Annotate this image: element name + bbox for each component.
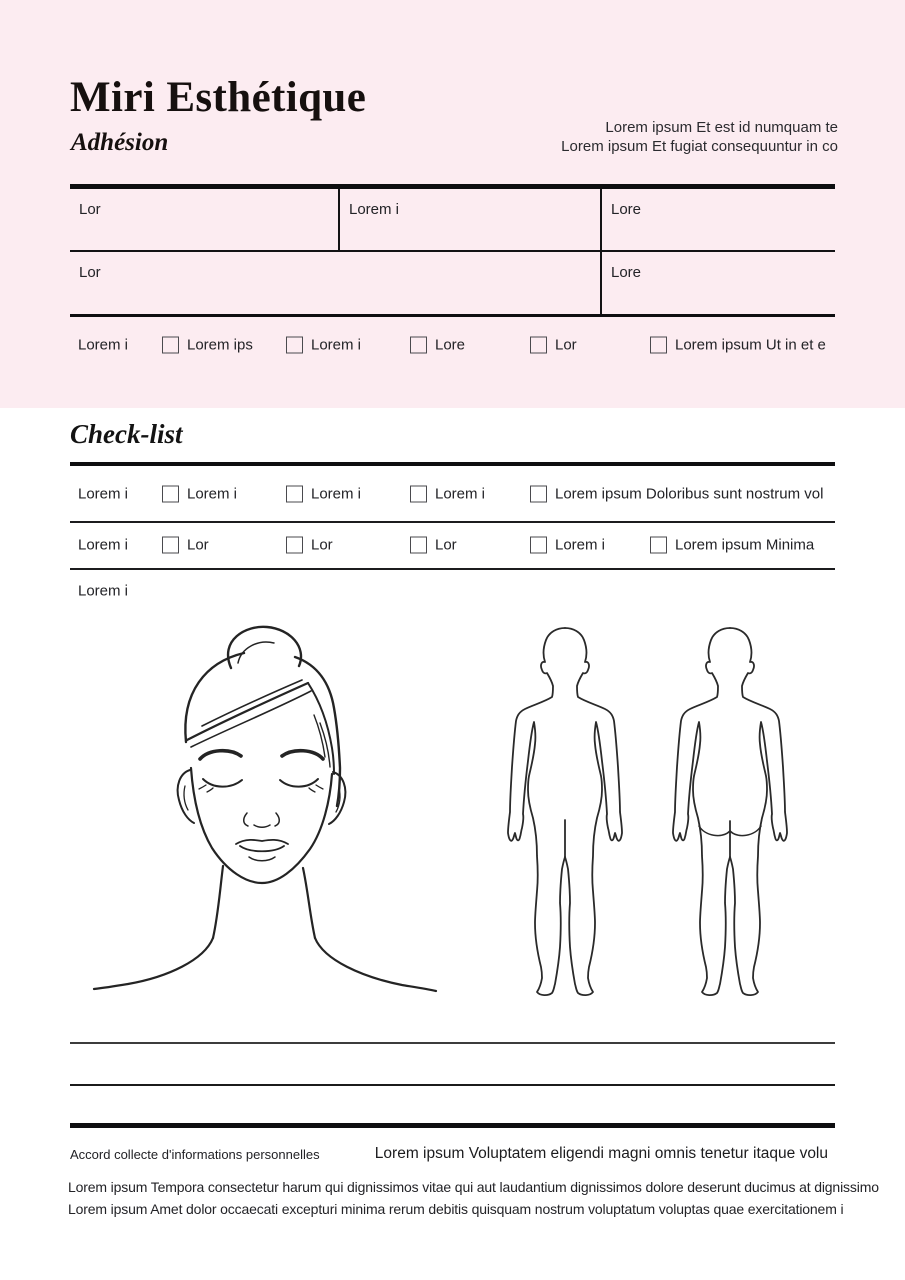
signature-line-2[interactable] <box>70 1084 835 1086</box>
checklist-row2-option-2[interactable] <box>286 536 333 553</box>
info-field-4[interactable] <box>70 252 600 314</box>
header-note-line1: Lorem ipsum Et est id numquam te <box>605 119 838 136</box>
checklist-row1-option-1[interactable] <box>162 485 237 502</box>
checkbox[interactable] <box>286 337 303 354</box>
checkbox-label: Lor <box>187 536 209 553</box>
checklist-row2-option-5[interactable] <box>650 536 814 553</box>
info-table-row-1 <box>70 189 835 252</box>
info-field-2-label: Lorem i <box>349 201 400 218</box>
checklist-heading: Check-list <box>70 419 183 449</box>
info-field-3[interactable] <box>600 189 835 250</box>
checkbox-label: Lorem i <box>311 485 362 502</box>
consent-statement: Lorem ipsum Voluptatem eligendi magni omnis tenetur itaque volu <box>374 1145 828 1162</box>
checklist-row2-option-1[interactable] <box>162 536 209 553</box>
checkbox-label: Lor <box>311 536 333 553</box>
info-field-2[interactable] <box>338 189 600 250</box>
checkbox-label: Lorem i <box>311 336 362 354</box>
info-field-5[interactable] <box>600 252 835 314</box>
consent-checkbox-row <box>70 330 835 360</box>
checklist-row-1 <box>70 466 835 523</box>
legal-text <box>68 1176 879 1220</box>
checkbox[interactable] <box>162 536 179 553</box>
consent-option-1[interactable] <box>162 337 253 354</box>
checkbox-label: Lor <box>555 336 577 354</box>
checkbox[interactable] <box>286 536 303 553</box>
consent-option-5[interactable] <box>650 337 826 354</box>
checklist-row1-option-3[interactable] <box>410 485 485 502</box>
checkbox[interactable] <box>410 536 427 553</box>
info-table <box>70 184 835 317</box>
header-note <box>561 118 838 156</box>
signature-line-1[interactable] <box>70 1042 835 1044</box>
consent-option-2[interactable] <box>286 337 361 354</box>
checkbox-label: Lorem ipsum Ut in et e <box>675 336 826 354</box>
checkbox[interactable] <box>410 337 427 354</box>
page-title: Miri Esthétique <box>70 74 367 121</box>
checklist-row-1-label: Lorem i <box>78 485 129 502</box>
checkbox[interactable] <box>410 485 427 502</box>
page-subtitle: Adhésion <box>71 129 169 156</box>
checkbox[interactable] <box>530 536 547 553</box>
consent-row-label: Lorem i <box>78 336 129 354</box>
checkbox-label: Lor <box>435 536 457 553</box>
header-note-line2: Lorem ipsum Et fugiat consequuntur in co <box>561 138 838 155</box>
checklist-row-3-label: Lorem i <box>78 582 129 600</box>
checklist-row2-option-3[interactable] <box>410 536 457 553</box>
info-table-row-2 <box>70 252 835 314</box>
info-field-3-label: Lore <box>611 201 642 218</box>
consent-option-3[interactable] <box>410 337 465 354</box>
legal-line-2: Lorem ipsum Amet dolor occaecati excepturi minima rerum debitis quisquam nostrum voluptatum voluptas quae exercitationem i <box>68 1201 844 1217</box>
info-field-1-label: Lor <box>79 201 101 218</box>
checkbox-label: Lorem i <box>555 536 606 553</box>
body-back-illustration <box>655 615 835 1015</box>
checklist-row-3 <box>70 568 835 614</box>
legal-line-1: Lorem ipsum Tempora consectetur harum qui dignissimos vitae qui aut laudantium dignissimos dolore deserunt ducimus at dignissimo <box>68 1179 879 1195</box>
footer-top-rule <box>70 1123 835 1128</box>
info-field-1[interactable] <box>70 189 338 250</box>
checkbox-label: Lore <box>435 336 466 354</box>
checkbox[interactable] <box>286 485 303 502</box>
checkbox-label: Lorem i <box>435 485 486 502</box>
checklist-row-2-label: Lorem i <box>78 536 129 553</box>
checklist-row-2 <box>70 521 835 570</box>
checklist-row1-option-2[interactable] <box>286 485 361 502</box>
checkbox[interactable] <box>162 485 179 502</box>
checkbox[interactable] <box>530 337 547 354</box>
checklist-row1-option-4[interactable] <box>530 485 823 502</box>
checkbox-label: Lorem ipsum Doloribus sunt nostrum vol <box>555 485 824 502</box>
info-field-5-label: Lore <box>611 264 642 281</box>
checkbox[interactable] <box>650 337 667 354</box>
info-field-4-label: Lor <box>79 264 101 281</box>
checklist-row2-option-4[interactable] <box>530 536 605 553</box>
woman-face-illustration <box>90 620 440 1010</box>
checkbox[interactable] <box>162 337 179 354</box>
checkbox-label: Lorem ips <box>187 336 253 354</box>
consent-title: Accord collecte d'informations personnelles <box>70 1147 320 1162</box>
checkbox-label: Lorem i <box>187 485 238 502</box>
checkbox-label: Lorem ipsum Minima <box>675 536 815 553</box>
checkbox[interactable] <box>650 536 667 553</box>
body-front-illustration <box>490 615 670 1015</box>
consent-option-4[interactable] <box>530 337 577 354</box>
checkbox[interactable] <box>530 485 547 502</box>
